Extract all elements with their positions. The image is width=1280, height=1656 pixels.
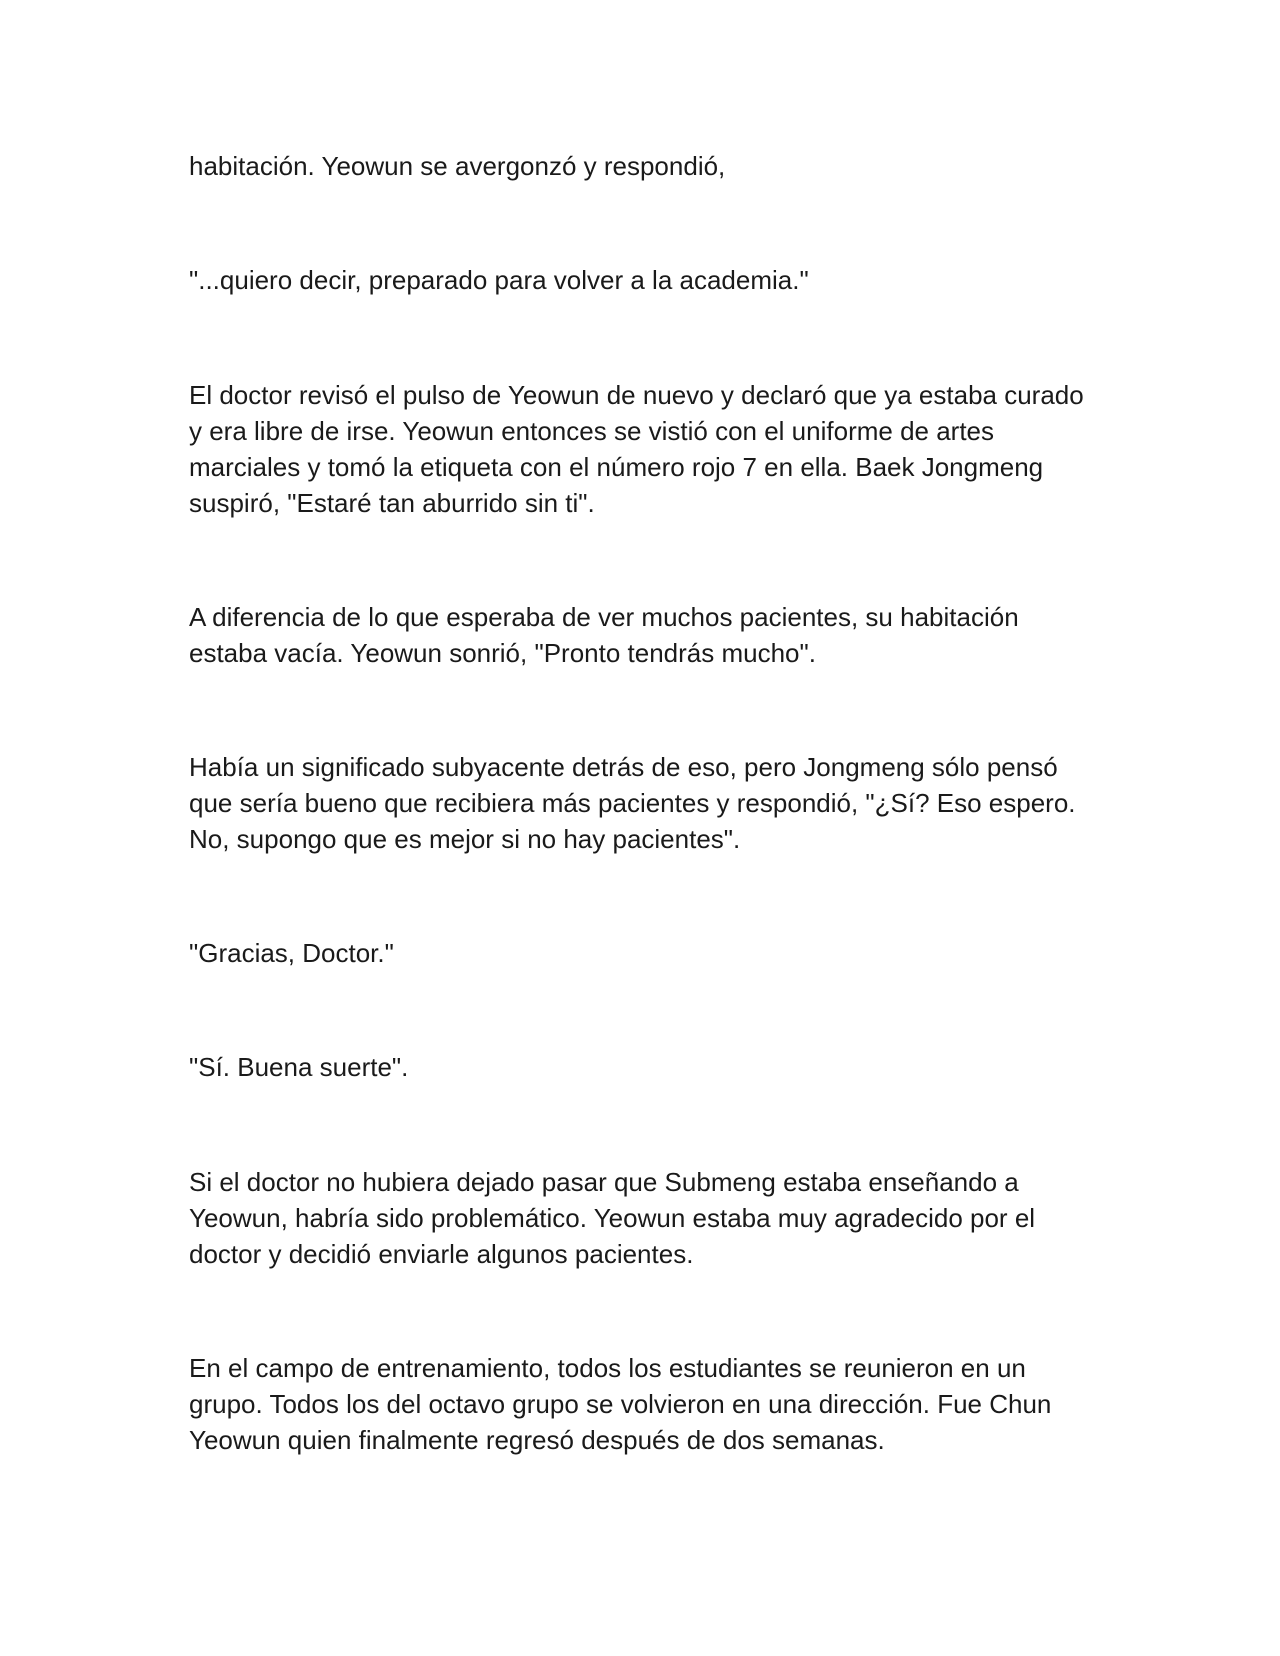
paragraph-3: El doctor revisó el pulso de Yeowun de nuevo y declaró que ya estaba curado y era libre de irse. Yeowun entonces se vistió con el uniforme de artes marciales y tomó la etiqueta con el número rojo 7 en ella. Baek Jongmeng suspiró, "Estaré tan aburrido sin ti". xyxy=(189,380,1084,518)
paragraph-2: "...quiero decir, preparado para volver a la academia." xyxy=(189,265,809,295)
paragraph-1: habitación. Yeowun se avergonzó y respondió, xyxy=(189,151,726,181)
paragraph-7: "Sí. Buena suerte". xyxy=(189,1052,409,1082)
paragraph-5: Había un significado subyacente detrás de eso, pero Jongmeng sólo pensó que sería bueno que recibiera más pacientes y respondió, "¿Sí? Eso espero. No, supongo que es mejor si no hay pacientes". xyxy=(189,752,1076,854)
paragraph-4: A diferencia de lo que esperaba de ver muchos pacientes, su habitación estaba vacía. Yeowun sonrió, "Pronto tendrás mucho". xyxy=(189,602,1019,668)
paragraph-6: "Gracias, Doctor." xyxy=(189,938,394,968)
paragraph-9: En el campo de entrenamiento, todos los estudiantes se reunieron en un grupo. Todos los del octavo grupo se volvieron en una dirección. Fue Chun Yeowun quien finalmente regresó después de dos semanas. xyxy=(189,1353,1052,1455)
paragraph-8: Si el doctor no hubiera dejado pasar que Submeng estaba enseñando a Yeowun, habría sido problemático. Yeowun estaba muy agradecido por el doctor y decidió enviarle algunos pacientes. xyxy=(189,1167,1036,1269)
